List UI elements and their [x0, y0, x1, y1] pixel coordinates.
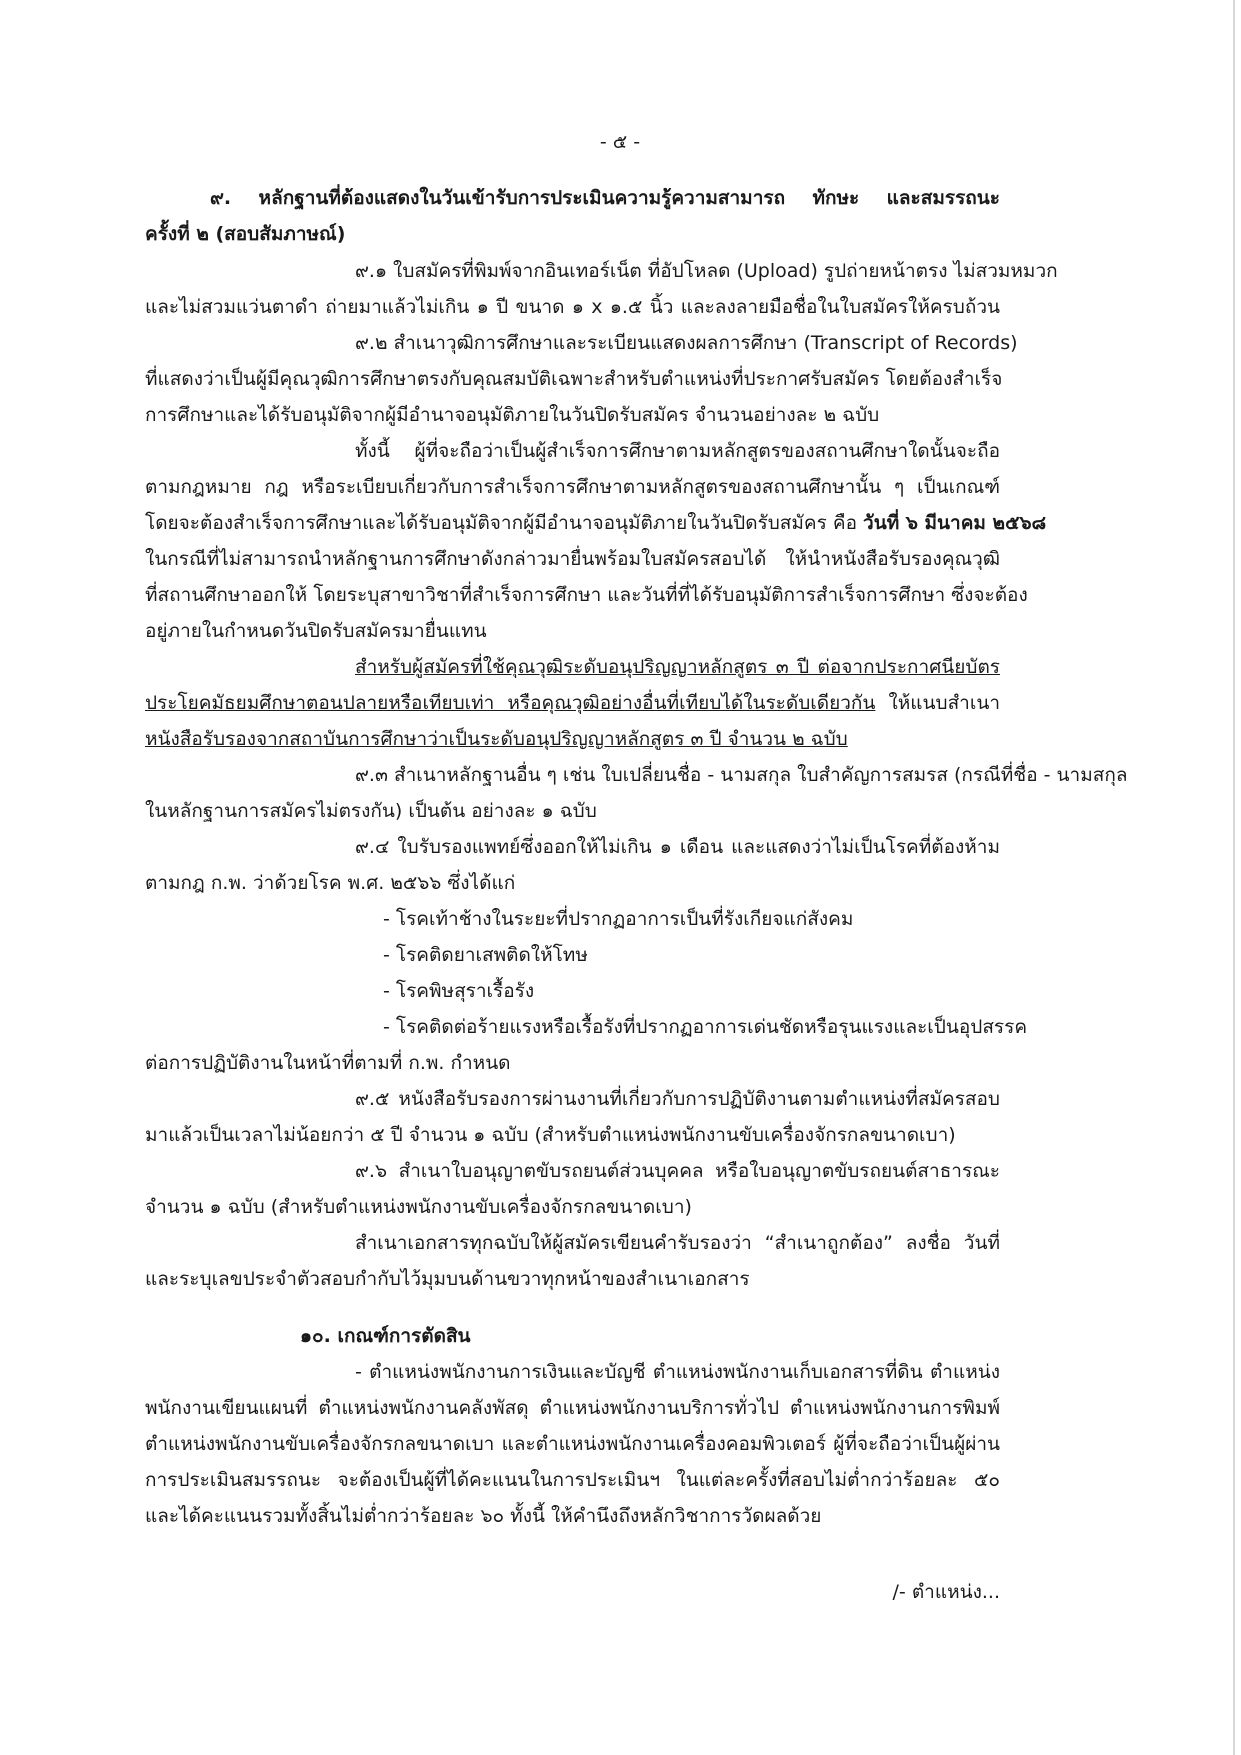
- diploma-note-line-2-underlined: ประโยคมัธยมศึกษาตอนปลายหรือเทียบเท่า หรือคุณวุฒิอย่างอื่นที่เทียบได้ในระดับเดียวกัน: [145, 692, 876, 714]
- note-paragraph-line-6: อยู่ภายในกำหนดวันปิดรับสมัครมายื่นแทน: [145, 620, 487, 642]
- page-number: - ๕ -: [599, 131, 641, 153]
- section-9-heading-line-1: ๙. หลักฐานที่ต้องแสดงในวันเข้ารับการประเมินความรู้ความสามารถ ทักษะ และสมรรถนะ: [210, 187, 1000, 209]
- continuation-marker: /- ตำแหน่ง...: [892, 1581, 1000, 1603]
- note-paragraph-line-2: ตามกฎหมาย กฎ หรือระเบียบเกี่ยวกับการสำเร็จการศึกษาตามหลักสูตรของสถานศึกษานั้น ๆ เป็นเกณฑ์: [145, 476, 1000, 498]
- criteria-line-4: การประเมินสมรรถนะ จะต้องเป็นผู้ที่ได้คะแนนในการประเมินฯ ในแต่ละครั้งที่สอบไม่ต่ำกว่าร้อยละ ๕๐: [145, 1469, 1000, 1491]
- diploma-note-line-3: หนังสือรับรองจากสถาบันการศึกษาว่าเป็นระดับอนุปริญญาหลักสูตร ๓ ปี จำนวน ๒ ฉบับ: [145, 728, 848, 750]
- note-paragraph-line-4: ในกรณีที่ไม่สามารถนำหลักฐานการศึกษาดังกล่าวมายื่นพร้อมใบสมัครสอบได้ ให้นำหนังสือรับรองคุณวุฒิ: [145, 548, 1000, 570]
- disease-item-2: - โรคติดยาเสพติดให้โทษ: [383, 944, 588, 966]
- note-paragraph-line-1: ทั้งนี้ ผู้ที่จะถือว่าเป็นผู้สำเร็จการศึกษาตามหลักสูตรของสถานศึกษาใดนั้นจะถือ: [355, 440, 1000, 462]
- section-9-heading-line-2: ครั้งที่ ๒ (สอบสัมภาษณ์): [145, 223, 346, 245]
- copy-certification-line-1: สำเนาเอกสารทุกฉบับให้ผู้สมัครเขียนคำรับรองว่า “สำเนาถูกต้อง” ลงชื่อ วันที่: [355, 1232, 1000, 1254]
- criteria-line-1: - ตำแหน่งพนักงานการเงินและบัญชี ตำแหน่งพนักงานเก็บเอกสารที่ดิน ตำแหน่ง: [355, 1361, 1000, 1383]
- item-9-2-line-1: ๙.๒ สำเนาวุฒิการศึกษาและระเบียนแสดงผลการศึกษา (Transcript of Records): [355, 332, 1018, 354]
- diploma-note-line-1: สำหรับผู้สมัครที่ใช้คุณวุฒิระดับอนุปริญญาหลักสูตร ๓ ปี ต่อจากประกาศนียบัตร: [355, 656, 1000, 678]
- criteria-line-3: ตำแหน่งพนักงานขับเครื่องจักรกลขนาดเบา และตำแหน่งพนักงานเครื่องคอมพิวเตอร์ ผู้ที่จะถือว่าเป็นผู้ผ่าน: [145, 1433, 1000, 1455]
- scan-edge-line: [1233, 0, 1235, 1755]
- item-9-4-line-2: ตามกฎ ก.พ. ว่าด้วยโรค พ.ศ. ๒๕๖๖ ซึ่งได้แก่: [145, 872, 516, 894]
- section-10-heading: ๑๐. เกณฑ์การตัดสิน: [300, 1325, 471, 1347]
- diploma-note-line-2: [145, 689, 1000, 717]
- note-paragraph-line-3-text: โดยจะต้องสำเร็จการศึกษาและได้รับอนุมัติจากผู้มีอำนาจอนุมัติภายในวันปิดรับสมัคร คือ: [145, 512, 864, 534]
- item-9-2-line-3: การศึกษาและได้รับอนุมัติจากผู้มีอำนาจอนุมัติภายในวันปิดรับสมัคร จำนวนอย่างละ ๒ ฉบับ: [145, 404, 880, 426]
- note-paragraph-line-3: [145, 509, 1047, 537]
- item-9-4-line-1: ๙.๔ ใบรับรองแพทย์ซึ่งออกให้ไม่เกิน ๑ เดือน และแสดงว่าไม่เป็นโรคที่ต้องห้าม: [355, 836, 1000, 858]
- criteria-line-2: พนักงานเขียนแผนที่ ตำแหน่งพนักงานคลังพัสดุ ตำแหน่งพนักงานบริการทั่วไป ตำแหน่งพนักงานการพิมพ์: [145, 1397, 1000, 1419]
- note-paragraph-line-5: ที่สถานศึกษาออกให้ โดยระบุสาขาวิชาที่สำเร็จการศึกษา และวันที่ที่ได้รับอนุมัติการสำเร็จการศึกษา ซึ่งจะต้อง: [145, 584, 1028, 606]
- item-9-3-line-1: ๙.๓ สำเนาหลักฐานอื่น ๆ เช่น ใบเปลี่ยนชื่อ - นามสกุล ใบสำคัญการสมรส (กรณีที่ชื่อ - นามสกุล: [355, 764, 1128, 786]
- item-9-6-line-2: จำนวน ๑ ฉบับ (สำหรับตำแหน่งพนักงานขับเครื่องจักรกลขนาดเบา): [145, 1196, 692, 1218]
- item-9-5-line-1: ๙.๕ หนังสือรับรองการผ่านงานที่เกี่ยวกับการปฏิบัติงานตามตำแหน่งที่สมัครสอบ: [355, 1088, 1000, 1110]
- item-9-2-line-2: ที่แสดงว่าเป็นผู้มีคุณวุฒิการศึกษาตรงกับคุณสมบัติเฉพาะสำหรับตำแหน่งที่ประกาศรับสมัคร โดยต้องสำเร็จ: [145, 368, 1003, 390]
- criteria-line-5: และได้คะแนนรวมทั้งสิ้นไม่ต่ำกว่าร้อยละ ๖๐ ทั้งนี้ ให้คำนึงถึงหลักวิชาการวัดผลด้วย: [145, 1505, 822, 1527]
- disease-item-1: - โรคเท้าช้างในระยะที่ปรากฏอาการเป็นที่รังเกียจแก่สังคม: [383, 908, 854, 930]
- disease-item-4-line-1: - โรคติดต่อร้ายแรงหรือเรื้อรังที่ปรากฏอาการเด่นชัดหรือรุนแรงและเป็นอุปสรรค: [383, 1016, 1028, 1038]
- item-9-1-line-1: ๙.๑ ใบสมัครที่พิมพ์จากอินเทอร์เน็ต ที่อัปโหลด (Upload) รูปถ่ายหน้าตรง ไม่สวมหมวก: [355, 260, 1058, 282]
- item-9-3-line-2: ในหลักฐานการสมัครไม่ตรงกัน) เป็นต้น อย่างละ ๑ ฉบับ: [145, 800, 597, 822]
- copy-certification-line-2: และระบุเลขประจำตัวสอบกำกับไว้มุมบนด้านขวาทุกหน้าของสำเนาเอกสาร: [145, 1268, 750, 1290]
- disease-item-3: - โรคพิษสุราเรื้อรัง: [383, 980, 535, 1002]
- diploma-note-line-2-tail: ให้แนบสำเนา: [875, 692, 1000, 714]
- disease-item-4-line-2: ต่อการปฏิบัติงานในหน้าที่ตามที่ ก.พ. กำหนด: [145, 1052, 511, 1074]
- item-9-5-line-2: มาแล้วเป็นเวลาไม่น้อยกว่า ๕ ปี จำนวน ๑ ฉบับ (สำหรับตำแหน่งพนักงานขับเครื่องจักรกลขนาดเบา): [145, 1124, 956, 1146]
- item-9-1-line-2: และไม่สวมแว่นตาดำ ถ่ายมาแล้วไม่เกิน ๑ ปี ขนาด ๑ x ๑.๕ นิ้ว และลงลายมือชื่อในใบสมัครให้ครบถ้วน: [145, 296, 1000, 318]
- closing-date: วันที่ ๖ มีนาคม ๒๕๖๘: [863, 512, 1047, 534]
- item-9-6-line-1: ๙.๖ สำเนาใบอนุญาตขับรถยนต์ส่วนบุคคล หรือใบอนุญาตขับรถยนต์สาธารณะ: [355, 1160, 1000, 1182]
